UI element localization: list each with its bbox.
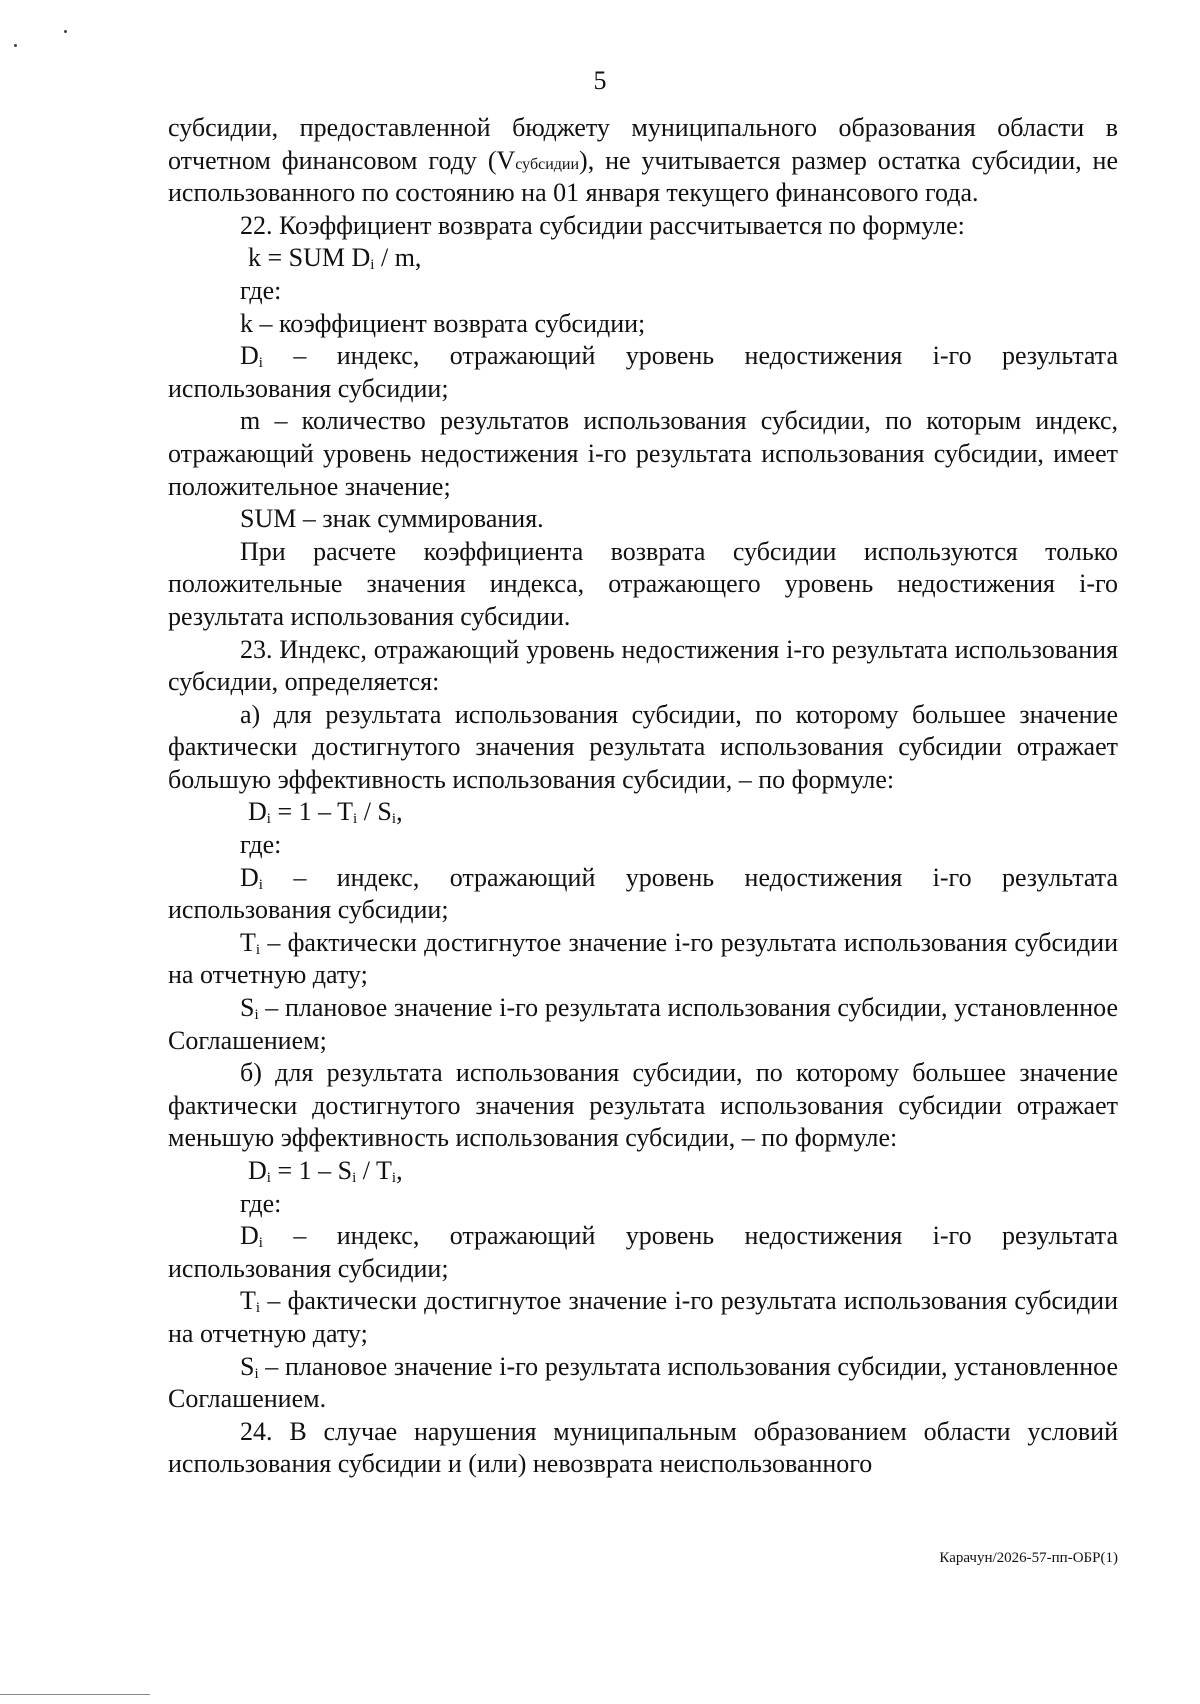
definition-ti: [168, 1285, 1118, 1350]
subscript: i: [391, 1170, 397, 1186]
text: ), не учитывается размер остатка субсидии, не использованного по состоянию на 01 января текущего финансового года.: [168, 145, 1119, 208]
where-label: где:: [240, 830, 282, 860]
paragraph-23b: б) для результата использования субсидии, по которому большее значение фактически достигнутого значения результата использования субсидии отражает меньшую эффективность использования субсидии, – по формуле:: [168, 1058, 1118, 1153]
scan-edge-line: [0, 1694, 150, 1695]
subscript: i: [353, 811, 358, 828]
text: = 1 – T: [270, 797, 354, 827]
paragraph-23: 23. Индекс, отражающий уровень недостижения i-го результата использования субсидии, определяется:: [168, 634, 1118, 697]
text: T: [240, 1286, 256, 1316]
subscript: i: [258, 1235, 263, 1252]
subscript: i: [258, 355, 263, 372]
subscript: i: [370, 257, 375, 274]
paragraph-continuation: [168, 112, 1118, 210]
definition-m: m – количество результатов использования субсидии, по которым индекс, отражающий уровень недостижения i-го результата использования субсидии, имеет положительное значение;: [168, 406, 1118, 501]
footer-code: Карачун/2026-57-пп-ОБР(1): [939, 1550, 1118, 1566]
definition-ti: [168, 927, 1118, 992]
paragraph-22: 22. Коэффициент возврата субсидии рассчитывается по формуле:: [240, 210, 965, 240]
subscript: i: [255, 1300, 261, 1317]
text: / m,: [374, 243, 422, 273]
scan-speck: [64, 30, 67, 33]
where-label: где:: [240, 1188, 282, 1218]
text: – индекс, отражающий уровень недостижения i-го результата использования субсидии;: [168, 1221, 1118, 1283]
subscript: i: [266, 1170, 271, 1186]
where-label: где:: [240, 275, 282, 305]
subscript: i: [254, 1365, 259, 1382]
text: – индекс, отражающий уровень недостижения i-го результата использования субсидии;: [168, 862, 1118, 925]
subscript: субсидии: [515, 155, 580, 173]
subscript: i: [255, 941, 261, 958]
definition-sum: SUM – знак суммирования.: [240, 504, 544, 534]
definition-di: [168, 340, 1118, 405]
paragraph-24: 24. В случае нарушения муниципальным образованием области условий использования субсидии и (или) невозврата неиспользованного: [168, 1416, 1118, 1479]
text: / S: [357, 797, 392, 827]
text: субсидии, предоставленной бюджету муниципального образования области в отчетном финансовом году (V: [168, 113, 1118, 175]
text: D: [248, 797, 267, 827]
document-body: [168, 112, 1118, 1481]
subscript: i: [266, 811, 271, 828]
text: D: [248, 1156, 267, 1185]
definition-di: [168, 862, 1118, 927]
text: S: [240, 1351, 255, 1381]
definition-di: [168, 1220, 1118, 1285]
formula-k: [168, 242, 1118, 275]
subscript: i: [258, 876, 263, 893]
text: – индекс, отражающий уровень недостижения i-го результата использования субсидии;: [168, 341, 1118, 403]
text: – плановое значение i-го результата использования субсидии, установленное Соглашением.: [168, 1351, 1118, 1414]
text: ,: [396, 797, 403, 827]
definition-si: [168, 992, 1118, 1057]
paragraph-23a: а) для результата использования субсидии, по которому большее значение фактически достигнутого значения результата использования субсидии отражает большую эффективность использования субсидии, – по формуле:: [168, 699, 1118, 794]
text: k = SUM D: [248, 243, 371, 273]
text: D: [240, 341, 259, 371]
subscript: i: [254, 1007, 259, 1024]
calculation-note: При расчете коэффициента возврата субсидии используются только положительные значения индекса, отражающего уровень недостижения i-го результата использования субсидии.: [168, 536, 1118, 631]
text: D: [240, 862, 259, 892]
text: – плановое значение i-го результата использования субсидии, установленное Соглашением;: [168, 993, 1118, 1055]
text: ,: [396, 1156, 403, 1185]
text: = 1 – S: [270, 1156, 353, 1185]
definition-k: k – коэффициент возврата субсидии;: [240, 308, 646, 338]
subscript: i: [391, 811, 397, 828]
scan-speck: [14, 44, 17, 47]
formula-di-a: [168, 796, 1118, 829]
definition-si: [168, 1351, 1118, 1416]
text: / T: [356, 1156, 392, 1185]
formula-di-b: [168, 1155, 1118, 1188]
text: T: [240, 927, 256, 957]
text: S: [240, 993, 255, 1023]
text: – фактически достигнутое значение i-го результата использования субсидии на отчетную дату;: [168, 1286, 1118, 1348]
text: – фактически достигнутое значение i-го результата использования субсидии на отчетную дату;: [168, 927, 1118, 990]
text: D: [240, 1221, 259, 1251]
page-number: 5: [593, 66, 607, 95]
subscript: i: [352, 1170, 357, 1186]
